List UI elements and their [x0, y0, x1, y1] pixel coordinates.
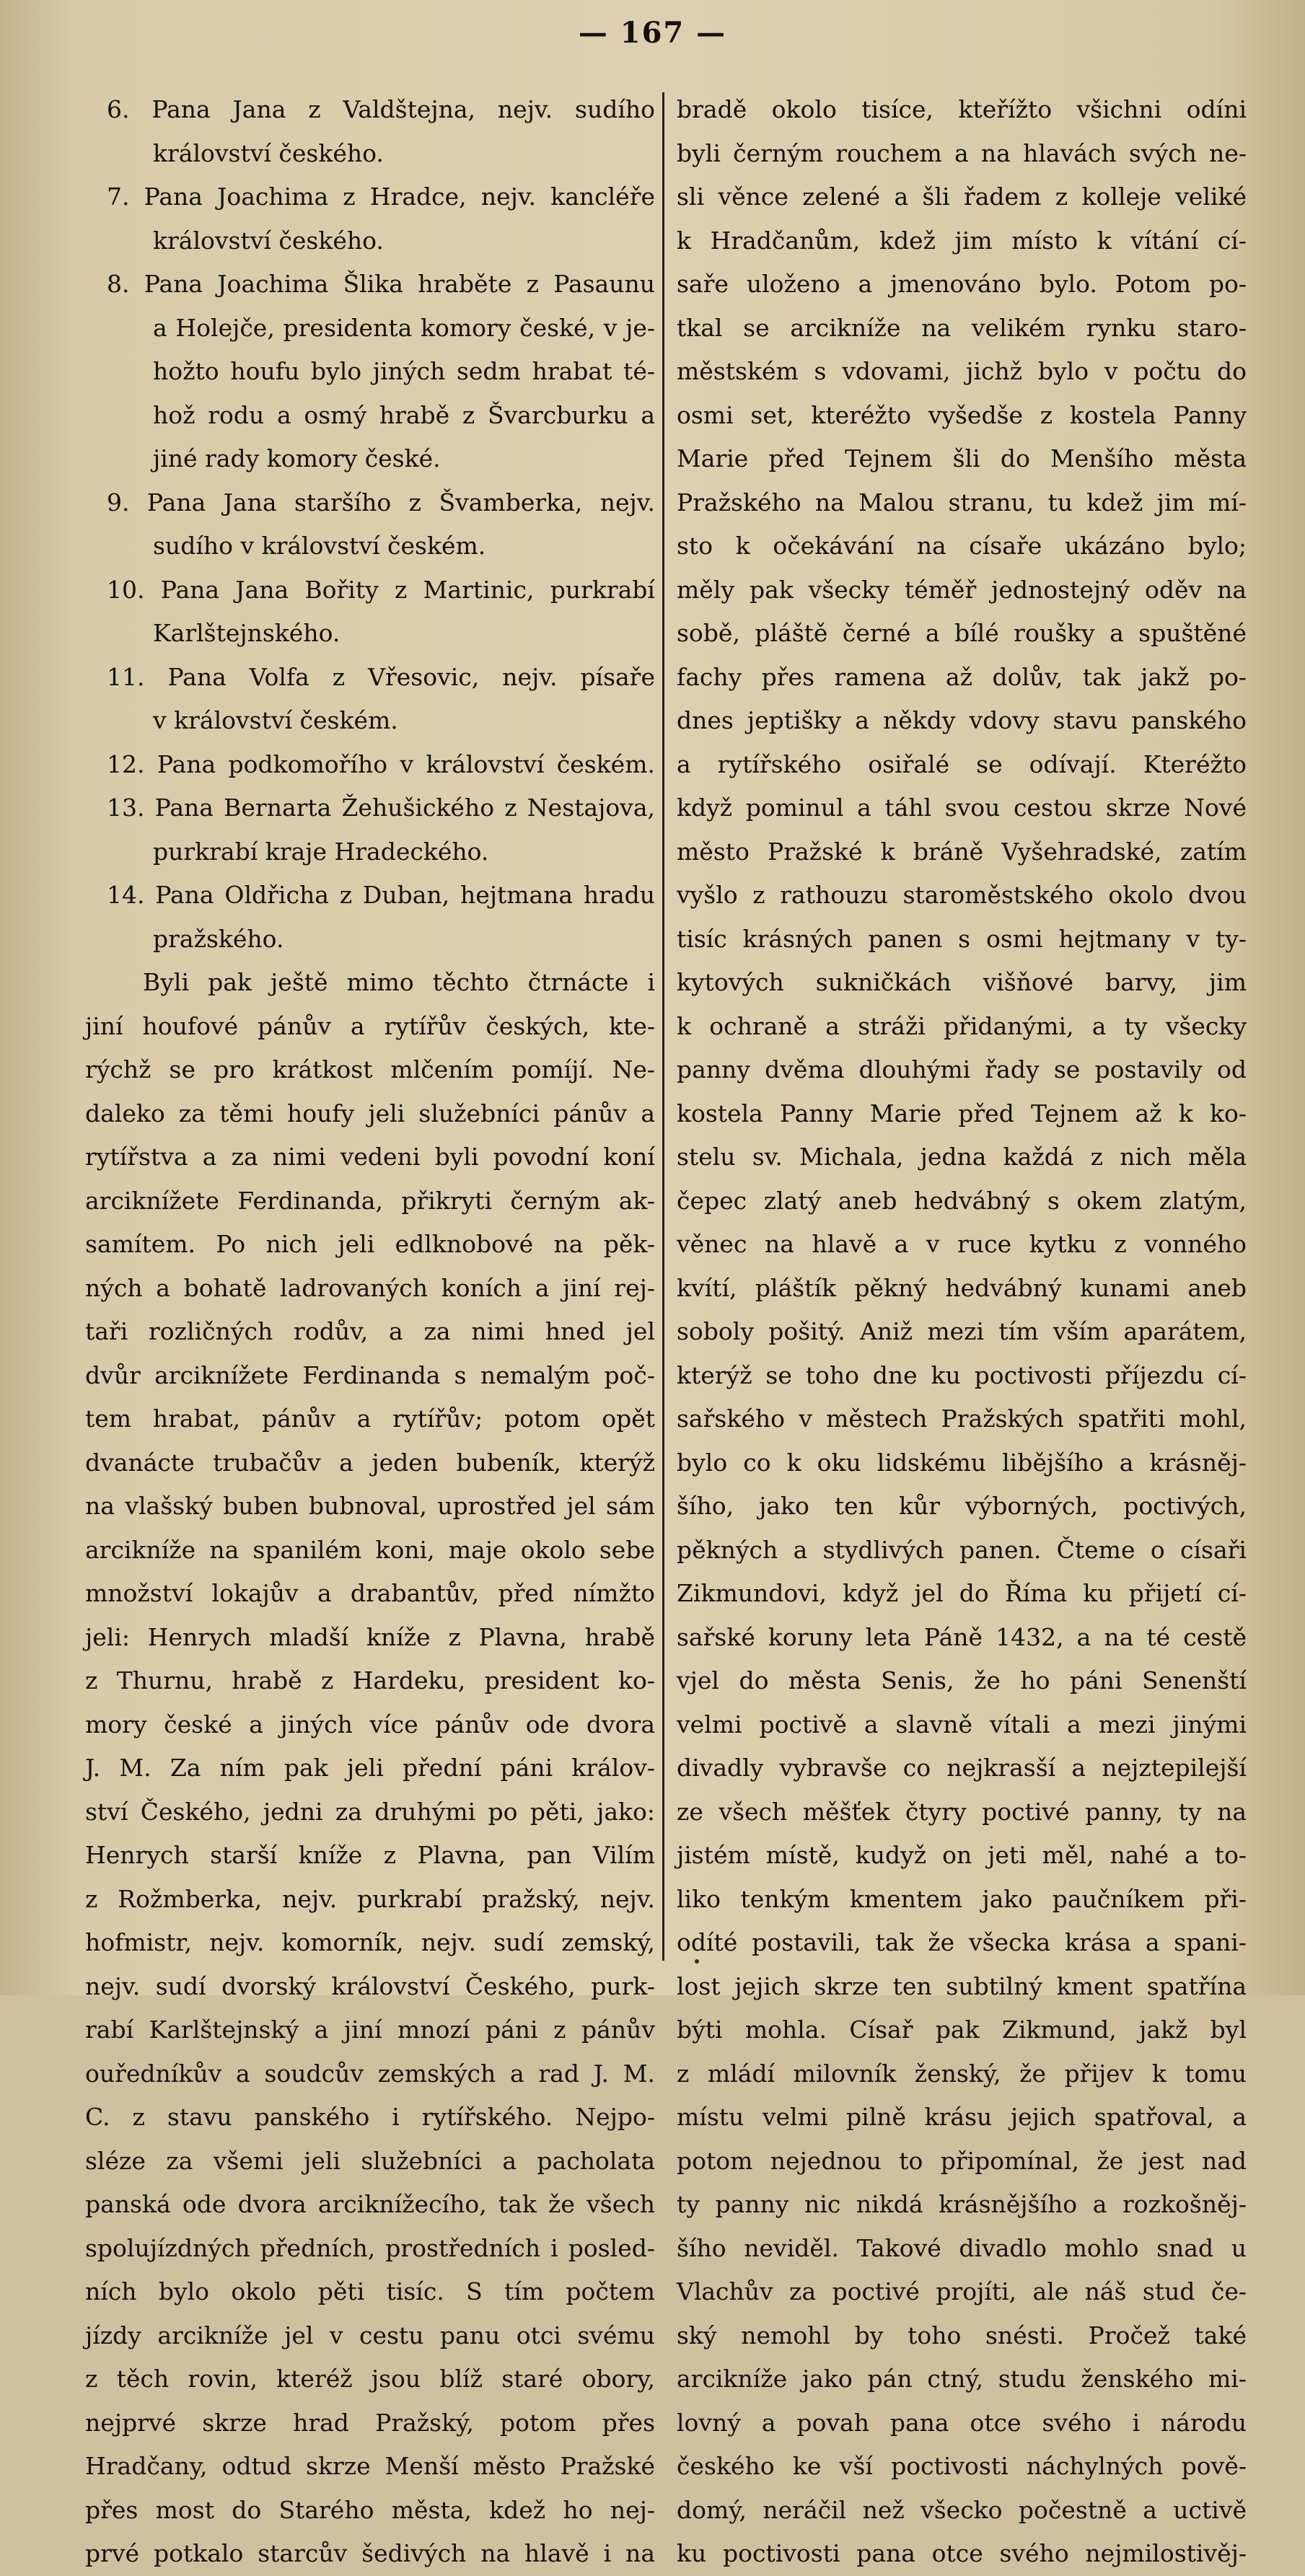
text-line: spolujízdných předních, prostředních i posled- — [85, 2233, 655, 2262]
text-line: 7. Pana Joachima z Hradce, nejv. kancléře — [107, 183, 655, 211]
text-line: šího neviděl. Takové divadlo mohlo snad u — [677, 2233, 1247, 2262]
text-line: 9. Pana Jana staršího z Švamberka, nejv. — [107, 488, 655, 516]
text-line: taři rozličných rodův, a za nimi hned jel — [85, 1317, 655, 1345]
text-line: pěkných a stydlivých panen. Čteme o císaři — [677, 1535, 1247, 1564]
text-line: na vlašský buben bubnoval, uprostřed jel sám — [85, 1492, 655, 1520]
text-line: sli věnce zelené a šli řadem z kolleje veliké — [677, 183, 1247, 211]
text-line: býti mohla. Císař pak Zikmund, jakž byl — [677, 2015, 1247, 2044]
text-line: Byli pak ještě mimo těchto čtrnácte i — [143, 968, 655, 996]
text-line: z mládí milovník ženský, že přijev k tomu — [677, 2059, 1247, 2088]
text-line: rytířstva a za nimi vedeni byli povodní koní — [85, 1143, 655, 1171]
text-line: lost jejich skrze ten subtilný kment spatřína — [677, 1971, 1247, 2000]
text-line: městském s vdovami, jichž bylo v počtu do — [677, 357, 1247, 385]
text-line: 10. Pana Jana Bořity z Martinic, purkrabí — [107, 575, 655, 604]
text-line: ze všech měšťek čtyry poctivé panny, ty na — [677, 1797, 1247, 1826]
text-line: rabí Karlštejnský a jiní mnozí páni z pánův — [85, 2015, 655, 2044]
text-line: dvůr arciknížete Ferdinanda s nemalým poč- — [85, 1360, 655, 1389]
text-line: divadly vybravše co nejkrasší a nejztepilejší — [677, 1754, 1247, 1782]
text-line: nejprvé skrze hrad Pražský, potom přes — [85, 2408, 655, 2437]
text-line: a Holejče, presidenta komory české, v je- — [153, 313, 655, 342]
text-line: ních bylo okolo pěti tisíc. S tím počtem — [85, 2277, 655, 2305]
text-line: věnec na hlavě a v ruce kytku z vonného — [677, 1230, 1247, 1258]
text-line: nejv. sudí dvorský království Českého, purk- — [85, 1971, 655, 2000]
text-line: z Rožmberka, nejv. purkrabí pražský, nejv. — [85, 1884, 655, 1913]
text-line: velmi poctivě a slavně vítali a mezi jinými — [677, 1710, 1247, 1738]
page-number: — 167 — — [578, 16, 727, 50]
text-line: místu velmi pilně krásu jejich spatřoval, a — [677, 2103, 1247, 2131]
text-line: purkrabí kraje Hradeckého. — [153, 837, 489, 866]
text-line: ných a bohatě ladrovaných koních a jiní rej- — [85, 1273, 655, 1302]
text-line: množství lokajův a drabantův, před nímžto — [85, 1579, 655, 1607]
text-line: fachy přes ramena až dolův, tak jakž po- — [677, 662, 1247, 691]
text-line: sléze za všemi jeli služebníci a pacholata — [85, 2146, 655, 2175]
text-line: hofmistr, nejv. komorník, nejv. sudí zemský, — [85, 1928, 655, 1956]
text-line: arciknížete Ferdinanda, přikryti černým ak- — [85, 1186, 655, 1215]
text-line: Henrych starší kníže z Plavna, pan Vilím — [85, 1841, 655, 1869]
text-line: Vlachův za poctivé projíti, ale náš stud če- — [677, 2277, 1247, 2305]
text-line: dvanácte trubačův a jeden bubeník, kterýž — [85, 1448, 655, 1477]
text-line: panská ode dvora arciknížecího, tak že všech — [85, 2190, 655, 2218]
text-line: čepec zlatý aneb hedvábný s okem zlatým, — [677, 1186, 1247, 1215]
text-line: jistém místě, kudyž on jeti měl, nahé a to- — [677, 1841, 1247, 1869]
text-line: k Hradčanům, kdež jim místo k vítání cí- — [677, 226, 1247, 255]
text-line: jízdy arcikníže jel v cestu panu otci svému — [85, 2321, 655, 2349]
text-line: českého ke vší poctivosti náchylných pově- — [677, 2452, 1247, 2480]
text-line: 14. Pana Oldřicha z Duban, hejtmana hradu — [107, 881, 655, 909]
text-line: kterýž se toho dne ku poctivosti příjezdu cí- — [677, 1360, 1247, 1389]
text-line: soboly pošitý. Aniž mezi tím vším aparátem, — [677, 1317, 1247, 1345]
text-line: tem hrabat, pánův a rytířův; potom opět — [85, 1405, 655, 1433]
text-line: samítem. Po nich jeli edlknobové na pěk- — [85, 1230, 655, 1258]
text-line: sudího v království českém. — [153, 532, 486, 560]
text-line: daleko za těmi houfy jeli služebníci pánův a — [85, 1099, 655, 1127]
text-line: bylo co k oku lidskému libějšího a krásněj- — [677, 1448, 1247, 1477]
text-line: potom nejednou to připomínal, že jest nad — [677, 2146, 1247, 2175]
text-line: dnes jeptišky a někdy vdovy stavu panského — [677, 706, 1247, 734]
text-line: jiní houfové pánův a rytířův českých, kte- — [85, 1011, 655, 1040]
text-line: kvítí, pláštík pěkný hedvábný kunami aneb — [677, 1273, 1247, 1302]
text-line: měly pak všecky téměř jednostejný oděv na — [677, 575, 1247, 604]
text-line: mory české a jiných více pánův ode dvora — [85, 1710, 655, 1738]
text-line: osmi set, kteréžto vyšedše z kostela Panny — [677, 400, 1247, 429]
text-line: panny dvěma dlouhými řady se postavily od — [677, 1055, 1247, 1083]
text-line: ku poctivosti pana otce svého nejmilostivěj- — [677, 2539, 1247, 2567]
text-line: J. M. Za ním pak jeli přední páni králov- — [85, 1754, 655, 1782]
text-line: k ochraně a stráži přidanými, a ty všecky — [677, 1011, 1247, 1040]
text-line: z Thurnu, hrabě z Hardeku, president ko- — [85, 1666, 655, 1694]
column-divider — [662, 92, 664, 1961]
text-line: bradě okolo tisíce, kteřížto všichni odíni — [677, 95, 1247, 123]
text-line: stelu sv. Michala, jedna každá z nich měla — [677, 1143, 1247, 1171]
text-line: arcikníže na spanilém koni, maje okolo sebe — [85, 1535, 655, 1564]
paper-speck — [695, 1959, 699, 1964]
text-line: z těch rovin, kteréž jsou blíž staré obory, — [85, 2365, 655, 2393]
text-line: v království českém. — [153, 706, 398, 734]
text-line: 6. Pana Jana z Valdštejna, nejv. sudího — [107, 95, 655, 123]
text-line: hož rodu a osmý hrabě z Švarcburku a — [153, 400, 655, 429]
text-line: sařského v městech Pražských spatřiti mohl, — [677, 1405, 1247, 1433]
text-line: lovný a povah pana otce svého i národu — [677, 2408, 1247, 2437]
text-line: pražského. — [153, 924, 284, 953]
text-line: sobě, pláště černé a bílé roušky a spuštěné — [677, 619, 1247, 647]
text-line: šího, jako ten kůr výborných, poctivých, — [677, 1492, 1247, 1520]
text-line: 13. Pana Bernarta Žehušického z Nestajova, — [107, 794, 655, 822]
text-line: a rytířského osiřalé se odívají. Kteréžto — [677, 749, 1247, 778]
text-line: arcikníže jako pán ctný, studu ženského mi- — [677, 2365, 1247, 2393]
text-line: tkal se arcikníže na velikém rynku staro- — [677, 313, 1247, 342]
text-line: jeli: Henrych mladší kníže z Plavna, hrabě — [85, 1622, 655, 1651]
text-line: kostela Panny Marie před Tejnem až k ko- — [677, 1099, 1247, 1127]
right-column — [677, 88, 1247, 2567]
text-line: byli černým rouchem a na hlavách svých ne- — [677, 139, 1247, 167]
text-line: rýchž se pro krátkost mlčením pomíjí. Ne- — [85, 1055, 655, 1083]
left-column — [85, 88, 655, 2567]
text-line: když pominul a táhl svou cestou skrze Nové — [677, 794, 1247, 822]
text-line: vyšlo z rathouzu staroměstského okolo dvou — [677, 881, 1247, 909]
text-line: vjel do města Senis, že ho páni Senenští — [677, 1666, 1247, 1694]
text-line: ství Českého, jedni za druhými po pěti, jako: — [85, 1797, 655, 1826]
text-line: tisíc krásných panen s osmi hejtmany v ty- — [677, 924, 1247, 953]
text-line: 8. Pana Joachima Šlika hraběte z Pasaunu — [107, 270, 655, 298]
text-line: kytových sukničkách višňové barvy, jim — [677, 968, 1247, 996]
text-line: přes most do Starého města, kdež ho nej- — [85, 2495, 655, 2524]
text-line: ty panny nic nikdá krásnějšího a rozkošněj- — [677, 2190, 1247, 2218]
text-line: sařské koruny leta Páně 1432, a na té cestě — [677, 1622, 1247, 1651]
text-line: jiné rady komory české. — [153, 444, 441, 472]
text-line: ský nemohl by toho snésti. Pročež také — [677, 2321, 1247, 2349]
text-line: prvé potkalo starcův šedivých na hlavě i na — [85, 2539, 655, 2567]
text-line: Marie před Tejnem šli do Menšího města — [677, 444, 1247, 472]
text-line: 11. Pana Volfa z Vřesovic, nejv. písaře — [107, 662, 655, 691]
text-line: 12. Pana podkomořího v království českém. — [107, 749, 655, 778]
text-line: Hradčany, odtud skrze Menší město Pražské — [85, 2452, 655, 2480]
text-line: Zikmundovi, když jel do Říma ku přijetí cí- — [677, 1579, 1247, 1607]
text-line: domý, neráčil než všecko počestně a uctivě — [677, 2495, 1247, 2524]
text-line: království českého. — [153, 139, 384, 167]
text-line: království českého. — [153, 226, 384, 255]
text-line: C. z stavu panského i rytířského. Nejpo- — [85, 2103, 655, 2131]
text-line: odíté postavili, tak že všecka krása a spani- — [677, 1928, 1247, 1956]
text-line: město Pražské k bráně Vyšehradské, zatím — [677, 837, 1247, 866]
text-line: ouředníkův a soudcův zemských a rad J. M. — [85, 2059, 655, 2088]
text-line: saře uloženo a jmenováno bylo. Potom po- — [677, 270, 1247, 298]
text-line: hožto houfu bylo jiných sedm hrabat té- — [153, 357, 655, 385]
text-line: Karlštejnského. — [153, 619, 340, 647]
text-line: sto k očekávání na císaře ukázáno bylo; — [677, 532, 1247, 560]
text-line: Pražského na Malou stranu, tu kdež jim mí- — [677, 488, 1247, 516]
text-line: liko tenkým kmentem jako paučníkem při- — [677, 1884, 1247, 1913]
